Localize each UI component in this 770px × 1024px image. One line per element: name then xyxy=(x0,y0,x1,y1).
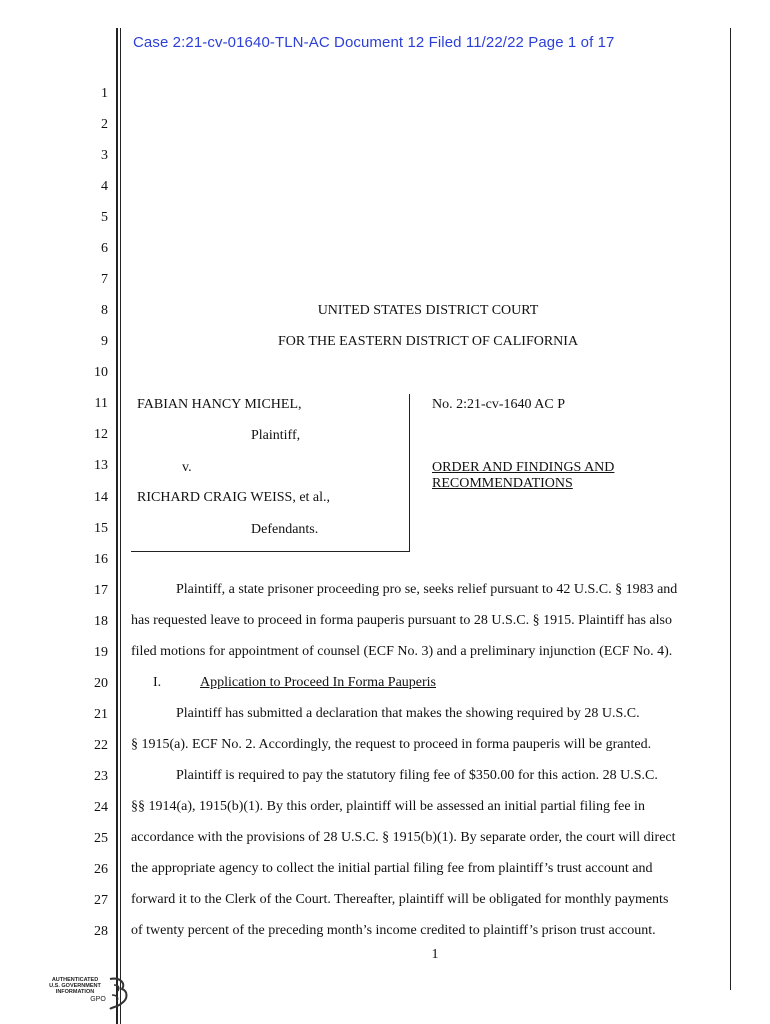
line-number: 16 xyxy=(94,551,108,567)
body-line-17: Plaintiff, a state prisoner proceeding pro se, seeks relief pursuant to 42 U.S.C. § 1983 and xyxy=(176,582,678,597)
case-number: No. 2:21-cv-1640 AC P xyxy=(432,397,565,412)
caption-bottom-rule xyxy=(131,551,410,552)
gpo-seal-abbrev: GPO xyxy=(90,996,106,1003)
body-line-21: Plaintiff has submitted a declaration that makes the showing required by 28 U.S.C. xyxy=(176,706,640,721)
line-number: 1 xyxy=(101,86,108,101)
body-line-28: of twenty percent of the preceding month’s income credited to plaintiff’s prison trust account. xyxy=(131,923,656,938)
line-number: 15 xyxy=(94,520,108,536)
line-number: 22 xyxy=(94,737,108,753)
defendant-name: RICHARD CRAIG WEISS, et al., xyxy=(137,490,331,505)
line-number: 23 xyxy=(94,768,108,784)
line-number: 26 xyxy=(94,862,108,877)
body-line-27: forward it to the Clerk of the Court. Thereafter, plaintiff will be obligated for monthly payments xyxy=(131,892,669,907)
plaintiff-name: FABIAN HANCY MICHEL, xyxy=(137,397,302,412)
line-number: 11 xyxy=(94,396,108,412)
court-name: UNITED STATES DISTRICT COURT xyxy=(317,303,539,318)
line-number: 24 xyxy=(94,799,108,815)
gpo-seal-text: AUTHENTICATED U.S. GOVERNMENT INFORMATION xyxy=(49,977,101,995)
body-line-23: Plaintiff is required to pay the statutory filing fee of $350.00 for this action. 28 U.S.C. xyxy=(176,768,658,783)
line-number: 14 xyxy=(94,489,108,505)
line-number: 8 xyxy=(101,303,108,319)
body-line-18: has requested leave to proceed in forma pauperis pursuant to 28 U.S.C. § 1915. Plaintiff has also xyxy=(131,613,672,628)
caption-vertical-rule xyxy=(409,394,410,552)
plaintiff-label: Plaintiff, xyxy=(251,428,301,443)
line-number: 27 xyxy=(94,893,108,909)
line-number: 6 xyxy=(101,241,108,257)
section-heading: Application to Proceed In Forma Pauperis xyxy=(200,675,437,690)
body-line-24: §§ 1914(a), 1915(b)(1). By this order, plaintiff will be assessed an initial partial filing fee in xyxy=(131,799,645,814)
section-number: I. xyxy=(153,675,162,690)
line-number: 28 xyxy=(94,924,108,940)
line-number: 4 xyxy=(101,179,108,195)
line-number: 2 xyxy=(101,117,108,133)
line-number: 17 xyxy=(94,582,108,598)
body-line-22: § 1915(a). ECF No. 2. Accordingly, the request to proceed in forma pauperis will be granted. xyxy=(131,737,652,752)
line-number: 7 xyxy=(101,272,108,288)
left-margin-rule-outer xyxy=(116,28,118,1024)
body-line-25: accordance with the provisions of 28 U.S.C. § 1915(b)(1). By separate order, the court will direct xyxy=(131,830,676,845)
court-district: FOR THE EASTERN DISTRICT OF CALIFORNIA xyxy=(277,334,579,349)
line-number: 13 xyxy=(94,458,108,474)
left-margin-rule-inner xyxy=(120,28,121,1024)
versus: v. xyxy=(182,460,192,475)
body-line-19: filed motions for appointment of counsel (ECF No. 3) and a preliminary injunction (ECF No. 4). xyxy=(131,644,673,659)
eagle-icon xyxy=(106,975,130,1011)
gpo-authentication-seal xyxy=(40,975,130,1015)
document-title-line1: ORDER AND FINDINGS AND xyxy=(432,460,615,475)
right-margin-rule xyxy=(730,28,731,990)
line-number: 18 xyxy=(94,613,108,629)
line-number: 25 xyxy=(94,830,108,846)
line-number: 9 xyxy=(101,334,108,350)
case-header: Case 2:21-cv-01640-TLN-AC Document 12 Filed 11/22/22 Page 1 of 17 xyxy=(133,34,615,51)
body-line-26: the appropriate agency to collect the initial partial filing fee from plaintiff’s trust account and xyxy=(131,861,653,876)
line-number: 5 xyxy=(101,210,108,226)
line-number: 3 xyxy=(101,148,108,164)
document-title-line2: RECOMMENDATIONS xyxy=(432,476,573,491)
line-number: 19 xyxy=(94,644,108,660)
line-number: 10 xyxy=(94,365,108,381)
page-number: 1 xyxy=(431,947,439,962)
line-number: 20 xyxy=(94,675,108,691)
line-number: 12 xyxy=(94,427,108,443)
defendant-label: Defendants. xyxy=(251,522,319,537)
line-number: 21 xyxy=(94,706,108,722)
